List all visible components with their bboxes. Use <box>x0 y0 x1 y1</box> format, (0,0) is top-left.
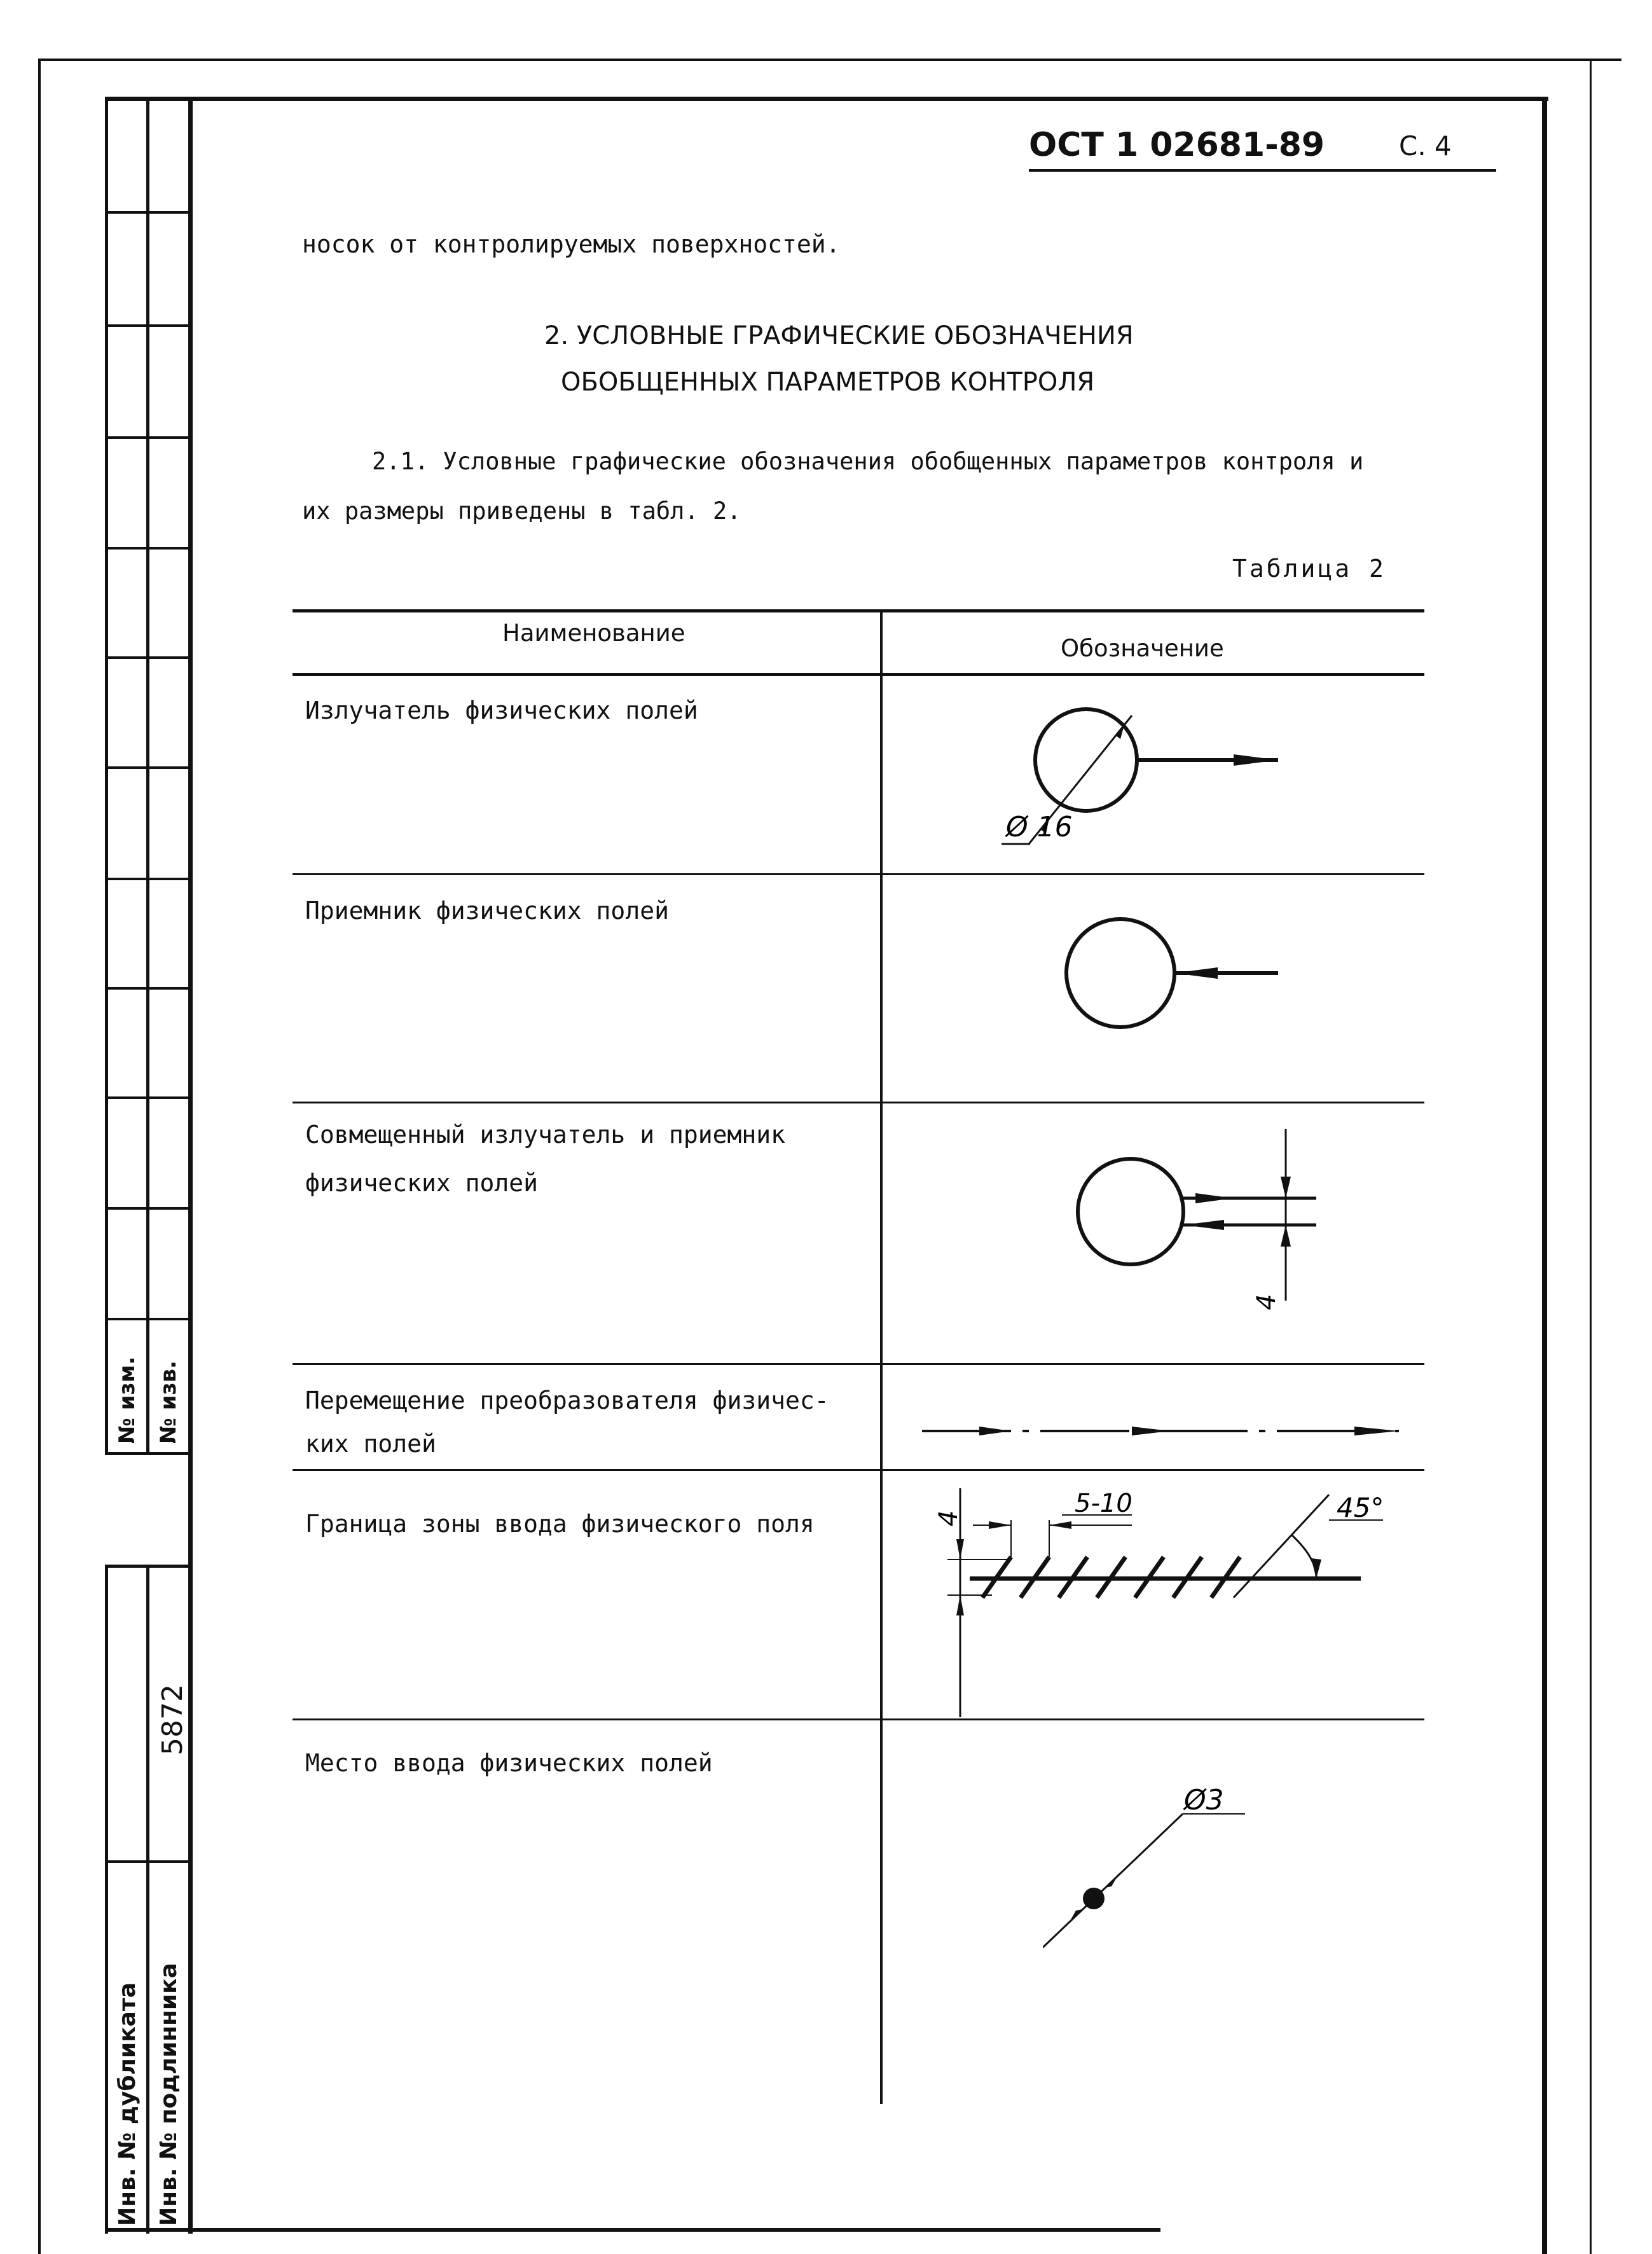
stamp-row-divider <box>105 211 192 214</box>
combined-symbol <box>1068 1119 1335 1336</box>
frame-top <box>105 97 1548 101</box>
stamp-upper-left <box>105 97 108 1455</box>
combined-gap-label: 4 <box>1252 1294 1281 1310</box>
stamp-lower-divider <box>105 1860 192 1863</box>
page-label: С. 4 <box>1399 130 1452 162</box>
table-row-rule-2 <box>293 1102 1424 1103</box>
table-column-divider <box>880 609 883 2104</box>
section-title-line1: 2. УСЛОВНЫЕ ГРАФИЧЕСКИЕ ОБОЗНАЧЕНИЯ <box>544 321 1134 350</box>
outer-border-left <box>38 59 41 2254</box>
stamp-upper-bottom <box>105 1452 192 1455</box>
stamp-original-inv: Инв. № подлинника <box>156 1963 182 2226</box>
doc-code: ОСТ 1 02681-89 <box>1029 126 1325 164</box>
row-name-movement-2: ких полей <box>305 1430 436 1458</box>
outer-border-right <box>1590 59 1592 2254</box>
paragraph-line1: 2.1. Условные графические обозначения обобщенных параметров контроля и <box>372 448 1364 475</box>
stamp-notice-no: № изв. <box>156 1360 181 1444</box>
stamp-upper-mid <box>146 97 149 1455</box>
table-header-name: Наименование <box>502 619 685 647</box>
stamp-lower-mid <box>146 1565 149 2234</box>
receiver-symbol <box>1056 909 1297 1049</box>
entry-diameter-label: Ø3 <box>1184 1784 1224 1816</box>
boundary-angle-label: 45° <box>1337 1492 1384 1523</box>
boundary-symbol <box>916 1482 1424 1724</box>
emitter-diameter-label: Ø 16 <box>1006 811 1073 843</box>
outer-border-top <box>38 59 1621 61</box>
row-name-entry-point: Место ввода физических полей <box>305 1749 713 1777</box>
frame-left <box>188 97 193 2234</box>
frame-bottom <box>105 2228 1160 2232</box>
row-name-movement-1: Перемещение преобразователя физичес- <box>305 1386 829 1414</box>
stamp-row-divider <box>105 547 192 550</box>
header-underline <box>1029 169 1496 172</box>
frame-right <box>1542 97 1547 2254</box>
stamp-lower-left <box>105 1565 108 2234</box>
table-top-rule <box>293 609 1424 612</box>
section-title-line2: ОБОБЩЕННЫХ ПАРАМЕТРОВ КОНТРОЛЯ <box>561 368 1095 397</box>
stamp-row-divider <box>105 766 192 769</box>
paragraph-line2: их размеры приведены в табл. 2. <box>302 497 741 525</box>
table-row-rule-4 <box>293 1469 1424 1471</box>
row-name-emitter: Излучатель физических полей <box>305 696 698 724</box>
stamp-original-inv-value: 5872 <box>156 1684 189 1755</box>
table-row-rule-1 <box>293 873 1424 875</box>
row-name-boundary: Граница зоны ввода физического поля <box>305 1510 815 1538</box>
stamp-row-divider <box>105 656 192 659</box>
table-header-symbol: Обозначение <box>1061 635 1224 662</box>
stamp-row-divider <box>105 1096 192 1099</box>
table-caption: Таблица 2 <box>1232 555 1386 583</box>
stamp-duplicate-inv: Инв. № дубликата <box>114 1982 141 2226</box>
stamp-row-divider <box>105 324 192 327</box>
stamp-row-divider <box>105 878 192 880</box>
emitter-symbol <box>979 693 1310 859</box>
stamp-row-divider <box>105 1318 192 1320</box>
boundary-height-label: 4 <box>934 1510 963 1526</box>
row-name-combined-1: Совмещенный излучатель и приемник <box>305 1121 785 1149</box>
stamp-change-no: № изм. <box>114 1356 140 1444</box>
intro-line: носок от контролируемых поверхностей. <box>302 230 841 258</box>
table-row-rule-3 <box>293 1363 1424 1365</box>
boundary-spacing-label: 5-10 <box>1075 1489 1132 1518</box>
row-name-receiver: Приемник физических полей <box>305 897 669 925</box>
entry-point-symbol <box>1043 1774 1246 1959</box>
row-name-combined-2: физических полей <box>305 1169 539 1197</box>
stamp-row-divider <box>105 436 192 439</box>
table-header-rule <box>293 673 1424 676</box>
stamp-row-divider <box>105 987 192 990</box>
stamp-row-divider <box>105 1207 192 1210</box>
movement-symbol <box>922 1412 1418 1450</box>
